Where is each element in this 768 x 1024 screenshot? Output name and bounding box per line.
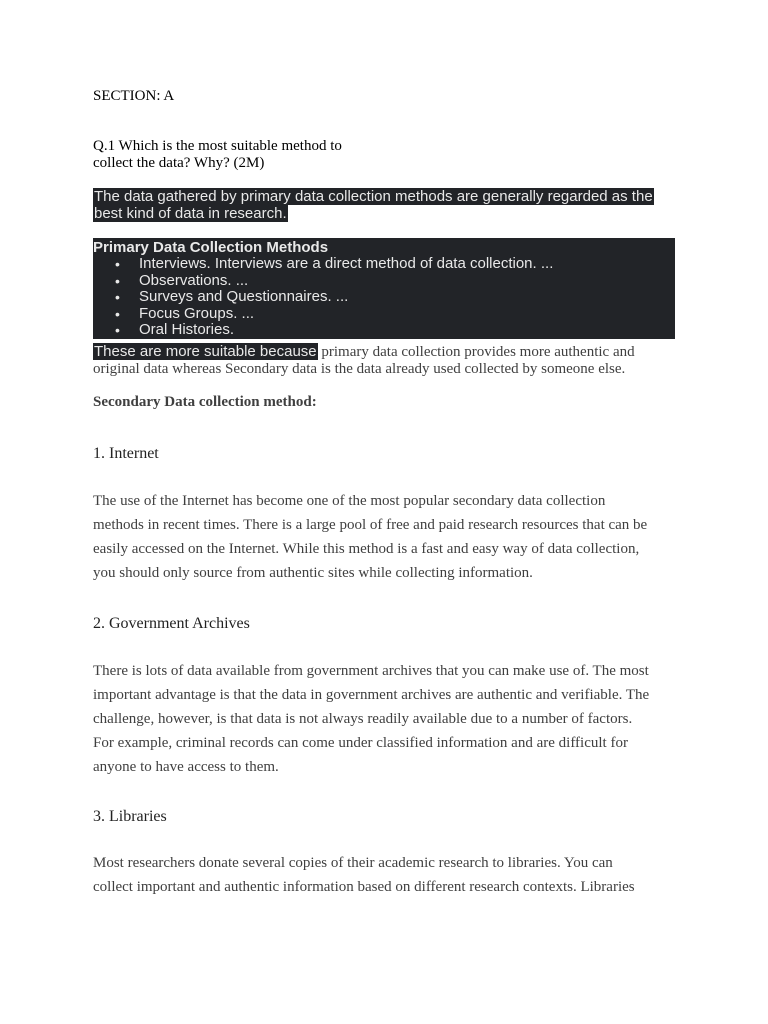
paragraph-line: important advantage is that the data in government archives are authentic and verifiable. The bbox=[93, 687, 650, 703]
paragraph-line: challenge, however, is that data is not always readily available due to a number of factors. bbox=[93, 711, 633, 727]
secondary-heading: Secondary Data collection method: bbox=[93, 394, 317, 410]
paragraph-line: methods in recent times. There is a large pool of free and paid research resources that can be bbox=[93, 517, 648, 533]
paragraph-line: easily accessed on the Internet. While this method is a fast and easy way of data collection, bbox=[93, 541, 640, 557]
list-item: • Focus Groups. ... bbox=[93, 306, 553, 323]
intro-line: The data gathered by primary data collection methods are generally regarded as the bbox=[94, 188, 653, 205]
reason-text: primary data collection provides more authentic and bbox=[317, 344, 635, 360]
paragraph-line: you should only source from authentic sites while collecting information. bbox=[93, 565, 533, 581]
paragraph-line: There is lots of data available from government archives that you can make use of. The most bbox=[93, 663, 649, 679]
primary-methods-title: Primary Data Collection Methods bbox=[93, 239, 329, 256]
paragraph-line: collect important and authentic information based on different research contexts. Libraries bbox=[93, 879, 635, 895]
section-heading-government-archives: 2. Government Archives bbox=[93, 615, 250, 632]
question-text bbox=[93, 138, 342, 172]
reason-highlight: These are more suitable because bbox=[94, 343, 317, 360]
section-heading-internet: 1. Internet bbox=[93, 445, 159, 462]
paragraph-line: anyone to have access to them. bbox=[93, 759, 279, 775]
primary-methods-block bbox=[93, 238, 675, 339]
intro-line: best kind of data in research. bbox=[94, 205, 287, 222]
question-line: Q.1 Which is the most suitable method to bbox=[93, 138, 342, 154]
list-item: • Observations. ... bbox=[93, 273, 553, 290]
primary-methods-list bbox=[93, 256, 553, 339]
reason-text: original data whereas Secondary data is the data already used collected by someone else. bbox=[93, 361, 626, 377]
paragraph-line: The use of the Internet has become one of the most popular secondary data collection bbox=[93, 493, 606, 509]
paragraph-government-archives bbox=[93, 659, 668, 779]
reason-paragraph bbox=[93, 343, 673, 378]
paragraph-line: Most researchers donate several copies of their academic research to libraries. You can bbox=[93, 855, 613, 871]
section-heading-libraries: 3. Libraries bbox=[93, 808, 167, 825]
paragraph-internet bbox=[93, 489, 668, 585]
paragraph-line: For example, criminal records can come under classified information and are difficult for bbox=[93, 735, 628, 751]
section-title: SECTION: A bbox=[93, 88, 175, 104]
list-item: • Interviews. Interviews are a direct method of data collection. ... bbox=[93, 256, 553, 273]
list-item: • Oral Histories. bbox=[93, 322, 553, 339]
question-line: collect the data? Why? (2M) bbox=[93, 155, 265, 171]
paragraph-libraries bbox=[93, 851, 668, 899]
list-item: • Surveys and Questionnaires. ... bbox=[93, 289, 553, 306]
highlighted-intro bbox=[93, 188, 671, 222]
